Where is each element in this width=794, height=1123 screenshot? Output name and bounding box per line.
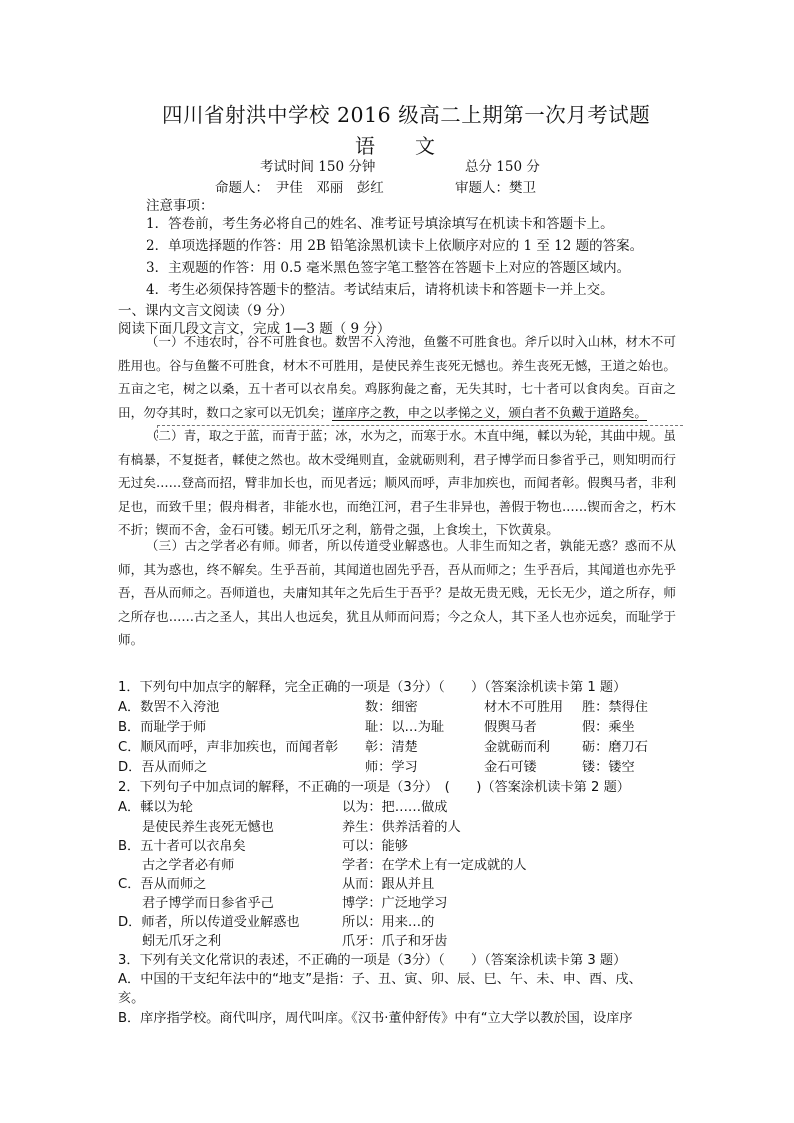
q2-option-b-phrase2: 古之学者必有师	[142, 858, 235, 873]
q2-option-c-phrase2: 君子博学而日参省乎己	[142, 896, 274, 911]
q2-option-a-gloss: 以为：把……做成	[342, 800, 448, 815]
q2-option-c-gloss: 从而：跟从并且	[342, 877, 435, 892]
q2-option-b-gloss2: 学者：在学术上有一定成就的人	[342, 858, 527, 873]
q1-option-b: B．而耻学于师	[118, 720, 207, 735]
q1-option-d: D．吾从而师之	[118, 760, 208, 775]
q2-option-b-gloss: 可以：能够	[342, 839, 408, 854]
q2-option-a-gloss2: 养生：供养活着的人	[342, 820, 461, 835]
total-score: 总分 150 分	[465, 159, 540, 175]
section-heading: 一、课内文言文阅读（9 分）	[118, 303, 293, 319]
q1-option-b-phrase2: 假舆马者	[484, 720, 537, 735]
passage-1	[118, 330, 676, 424]
q3-option-a: A．中国的干支纪年法中的“地支”是指：子、丑、寅、卯、辰、巳、午、未、申、酉、戌、	[118, 972, 642, 987]
passage-2-text: （二）青，取之于蓝，而青于蓝；冰，水为之，而寒于水。木直中绳，輮以为轮，其曲中规。虽有槁暴，不复挺者，輮使之然也。故木受绳则直，金就砺则利，君子博学而日参省乎己，则知明而行无过矣……登高而招，臂非加长也，而见者远；顺风而呼，声非加疾也，而闻者彰。假舆马者，非利足也，而致千里；假舟楫者，非能水也，而绝江河，君子生非异也，善假于物也……锲而舍之，朽木不折；锲而不舍，金石可镂。蚓无爪牙之利，筋骨之强，上食埃土，下饮黄泉。	[118, 428, 676, 537]
passage-3	[118, 534, 676, 652]
q2-option-d-gloss: 所以：用来…的	[342, 915, 435, 930]
q1-option-b-gloss1: 耻：以…为耻	[365, 720, 445, 735]
notice-item: 4．考生必须保持答题卡的整洁。考试结束后，请将机读卡和答题卡一并上交。	[146, 282, 614, 298]
q2-option-c-gloss2: 博学：广泛地学习	[342, 896, 448, 911]
notice-item: 2．单项选择题的作答：用 2B 铅笔涂黑机读卡上依顺序对应的 1 至 12 题的答案。	[146, 238, 644, 254]
q2-option-d-phrase2: 蚓无爪牙之利	[142, 934, 222, 949]
q1-option-a-gloss1: 数：细密	[365, 700, 418, 715]
passage-1-underlined: 谨庠序之教，申之以孝悌之义，颁白者不负戴于道路矣。	[332, 404, 647, 420]
exam-title: 四川省射洪中学校 2016 级高二上期第一次月考试题	[162, 103, 651, 127]
q2-option-d: D．师者，所以传道受业解惑也	[118, 915, 300, 930]
q2-option-d-gloss2: 爪牙：爪子和牙齿	[342, 934, 448, 949]
q1-option-a-gloss2: 胜：禁得住	[582, 700, 648, 715]
question-3-stem: 3．下列有关文化常识的表述，不正确的一项是（3分）（ ）（答案涂机读卡第 3 题）	[118, 953, 627, 968]
q3-option-b: B．庠序指学校。商代叫序，周代叫庠。《汉书·董仲舒传》中有“立大学以教於国，设庠序	[118, 1011, 633, 1026]
q2-option-a-phrase2: 是使民养生丧死无憾也	[142, 820, 274, 835]
q1-option-c-gloss1: 彰：清楚	[365, 740, 418, 755]
question-2-stem: 2．下列句子中加点词的解释，不正确的一项是（3分） ( )（答案涂机读卡第 2 题）	[118, 780, 630, 795]
q1-option-c-gloss2: 砺：磨刀石	[582, 740, 648, 755]
reviewer: 审题人：樊卫	[455, 180, 536, 196]
q1-option-c-phrase2: 金就砺而利	[484, 740, 550, 755]
q2-option-a: A．輮以为轮	[118, 800, 193, 815]
exam-time: 考试时间 150 分钟	[260, 159, 376, 175]
q1-option-d-gloss2: 镂：镂空	[582, 760, 635, 775]
notice-item: 3．主观题的作答：用 0.5 毫米黑色签字笔工整答在答题卡上对应的答题区域内。	[146, 260, 631, 276]
notice-heading: 注意事项：	[146, 198, 214, 214]
q1-option-c: C．顺风而呼，声非加疾也，而闻者彰	[118, 740, 339, 755]
question-1-stem: 1．下列句中加点字的解释，完全正确的一项是（3分）（ ）（答案涂机读卡第 1 题）	[118, 680, 627, 695]
q1-option-a-phrase2: 材木不可胜用	[484, 700, 564, 715]
passage-1-text: （一）不违农时，谷不可胜食也。数罟不入洿池，鱼鳖不可胜食也。斧斤以时入山林，材木不可胜用也。谷与鱼鳖不可胜食，材木不可胜用，是使民养生丧死无憾也。养生丧死无憾，王道之始也。五亩之宅，树之以桑，五十者可以衣帛矣。鸡豚狗彘之畜，无失其时，七十者可以食肉矣。百亩之田，勿夺其时，数口之家可以无饥矣；	[118, 334, 676, 420]
notice-item: 1．答卷前，考生务必将自己的姓名、准考证号填涂填写在机读卡和答题卡上。	[146, 216, 614, 232]
subject-title: 语 文	[355, 134, 435, 158]
q1-option-b-gloss2: 假：乘坐	[582, 720, 635, 735]
q2-option-c: C．吾从而师之	[118, 877, 207, 892]
q1-option-d-phrase2: 金石可镂	[484, 760, 537, 775]
section-instruction: 阅读下面几段文言文，完成 1—3 题（ 9 分）	[118, 321, 391, 337]
q3-option-a-cont: 亥。	[118, 991, 145, 1006]
q1-option-a: A．数罟不入洿池	[118, 700, 220, 715]
passage-3-text: （三）古之学者必有师。师者，所以传道受业解惑也。人非生而知之者，孰能无惑？惑而不从师，其为惑也，终不解矣。生乎吾前，其闻道也固先乎吾，吾从而师之；生乎吾后，其闻道也亦先乎吾，吾从而师之。吾师道也，夫庸知其年之先后生于吾乎？是故无贵无贱，无长无少，道之所存，师之所存也……古之圣人，其出人也远矣，犹且从师而问焉；今之众人，其下圣人也亦远矣，而耻学于师。	[118, 538, 676, 647]
q2-option-b: B．五十者可以衣帛矣	[118, 839, 246, 854]
q1-option-d-gloss1: 师：学习	[365, 760, 418, 775]
passage-2	[118, 424, 676, 542]
setters: 命题人： 尹佳 邓丽 彭红	[215, 180, 384, 196]
